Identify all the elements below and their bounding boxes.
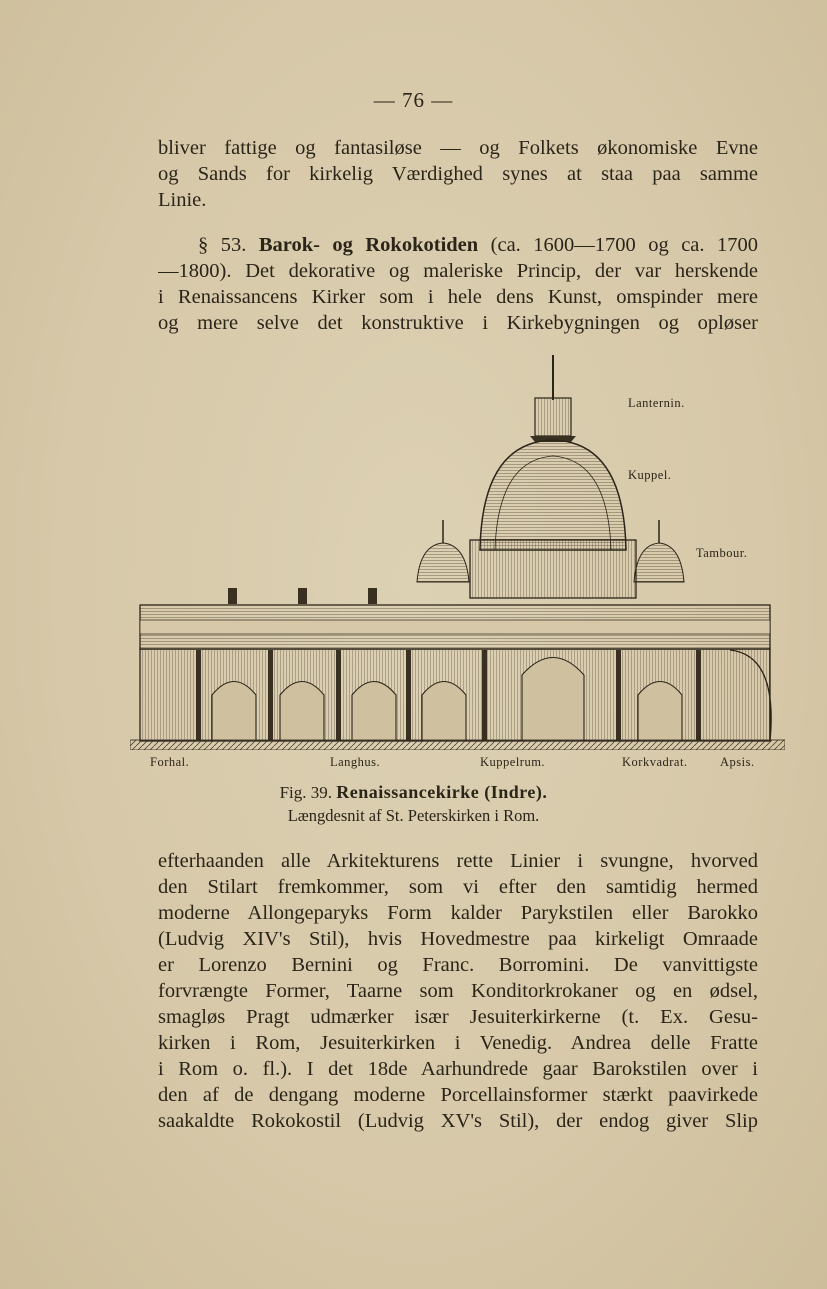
- text-line: i Rom o. fl.). I det 18de Aarhundrede gaar Barokstilen over i: [158, 1058, 758, 1080]
- top-paragraph: [158, 135, 758, 213]
- text-line: kirken i Rom, Jesuiterkirken i Venedig. Andrea delle Fratte: [158, 1032, 758, 1054]
- church-cross-section-illustration: [130, 350, 785, 750]
- section-title: Barok- og Rokokotiden: [258, 234, 479, 256]
- bottom-paragraph: [158, 848, 758, 1134]
- text-line: bliver fattige og fantasiløse — og Folkets økonomiske Evne: [158, 137, 758, 159]
- label-lanternin: Lanternin.: [628, 396, 685, 410]
- section-53: [158, 232, 758, 336]
- label-forhal: Forhal.: [150, 755, 190, 769]
- figure-subcaption: Længdesnit af St. Peterskirken i Rom.: [287, 806, 540, 825]
- text-line: og Sands for kirkelig Værdighed synes at staa paa samme: [158, 163, 758, 185]
- label-kuppelrum: Kuppelrum.: [480, 755, 546, 769]
- text-line: er Lorenzo Bernini og Franc. Borromini. De vanvittigste: [158, 954, 758, 976]
- caption-prefix: Fig. 39.: [279, 783, 332, 802]
- caption-title: Renaissancekirke (Indre).: [336, 782, 548, 802]
- text-line: (Ludvig XIV's Stil), hvis Hovedmestre paa kirkeligt Omraade: [158, 928, 758, 950]
- st-peters-section-engraving: [130, 350, 785, 770]
- figure-caption: [0, 782, 827, 803]
- text-line: smagløs Pragt udmærker især Jesuiterkirkerne (t. Ex. Gesu-: [158, 1006, 758, 1028]
- label-langhus: Langhus.: [330, 755, 381, 769]
- section-heading-line: [158, 232, 758, 258]
- text-line: saakaldte Rokokostil (Ludvig XV's Stil), der endog giver Slip: [158, 1110, 758, 1132]
- text-line: efterhaanden alle Arkitekturens rette Linier i svungne, hvorved: [158, 850, 758, 872]
- section-dates: (ca. 1600—1700 og ca. 1700: [490, 234, 758, 256]
- text-line: Linie.: [158, 189, 207, 211]
- text-line: den Stilart fremkommer, som vi efter den samtidig hermed: [158, 876, 758, 898]
- text-line: moderne Allongeparyks Form kalder Parykstilen eller Barokko: [158, 902, 758, 924]
- text-line: den af de dengang moderne Porcellainsformer stærkt paavirkede: [158, 1084, 758, 1106]
- page-number: — 76 —: [373, 88, 454, 112]
- text-line: forvrængte Former, Taarne som Konditorkrokaner og en ødsel,: [158, 980, 758, 1002]
- section-number: § 53.: [198, 234, 247, 256]
- label-apsis: Apsis.: [720, 755, 755, 769]
- text-line: i Renaissancens Kirker som i hele dens Kunst, omspinder mere: [158, 286, 758, 308]
- label-kuppel: Kuppel.: [628, 468, 672, 482]
- label-korkvadrat: Korkvadrat.: [622, 755, 688, 769]
- text-line: og mere selve det konstruktive i Kirkebygningen og opløser: [158, 312, 758, 334]
- text-line: —1800). Det dekorative og maleriske Princip, der var herskende: [158, 260, 758, 282]
- label-tambour: Tambour.: [696, 546, 748, 560]
